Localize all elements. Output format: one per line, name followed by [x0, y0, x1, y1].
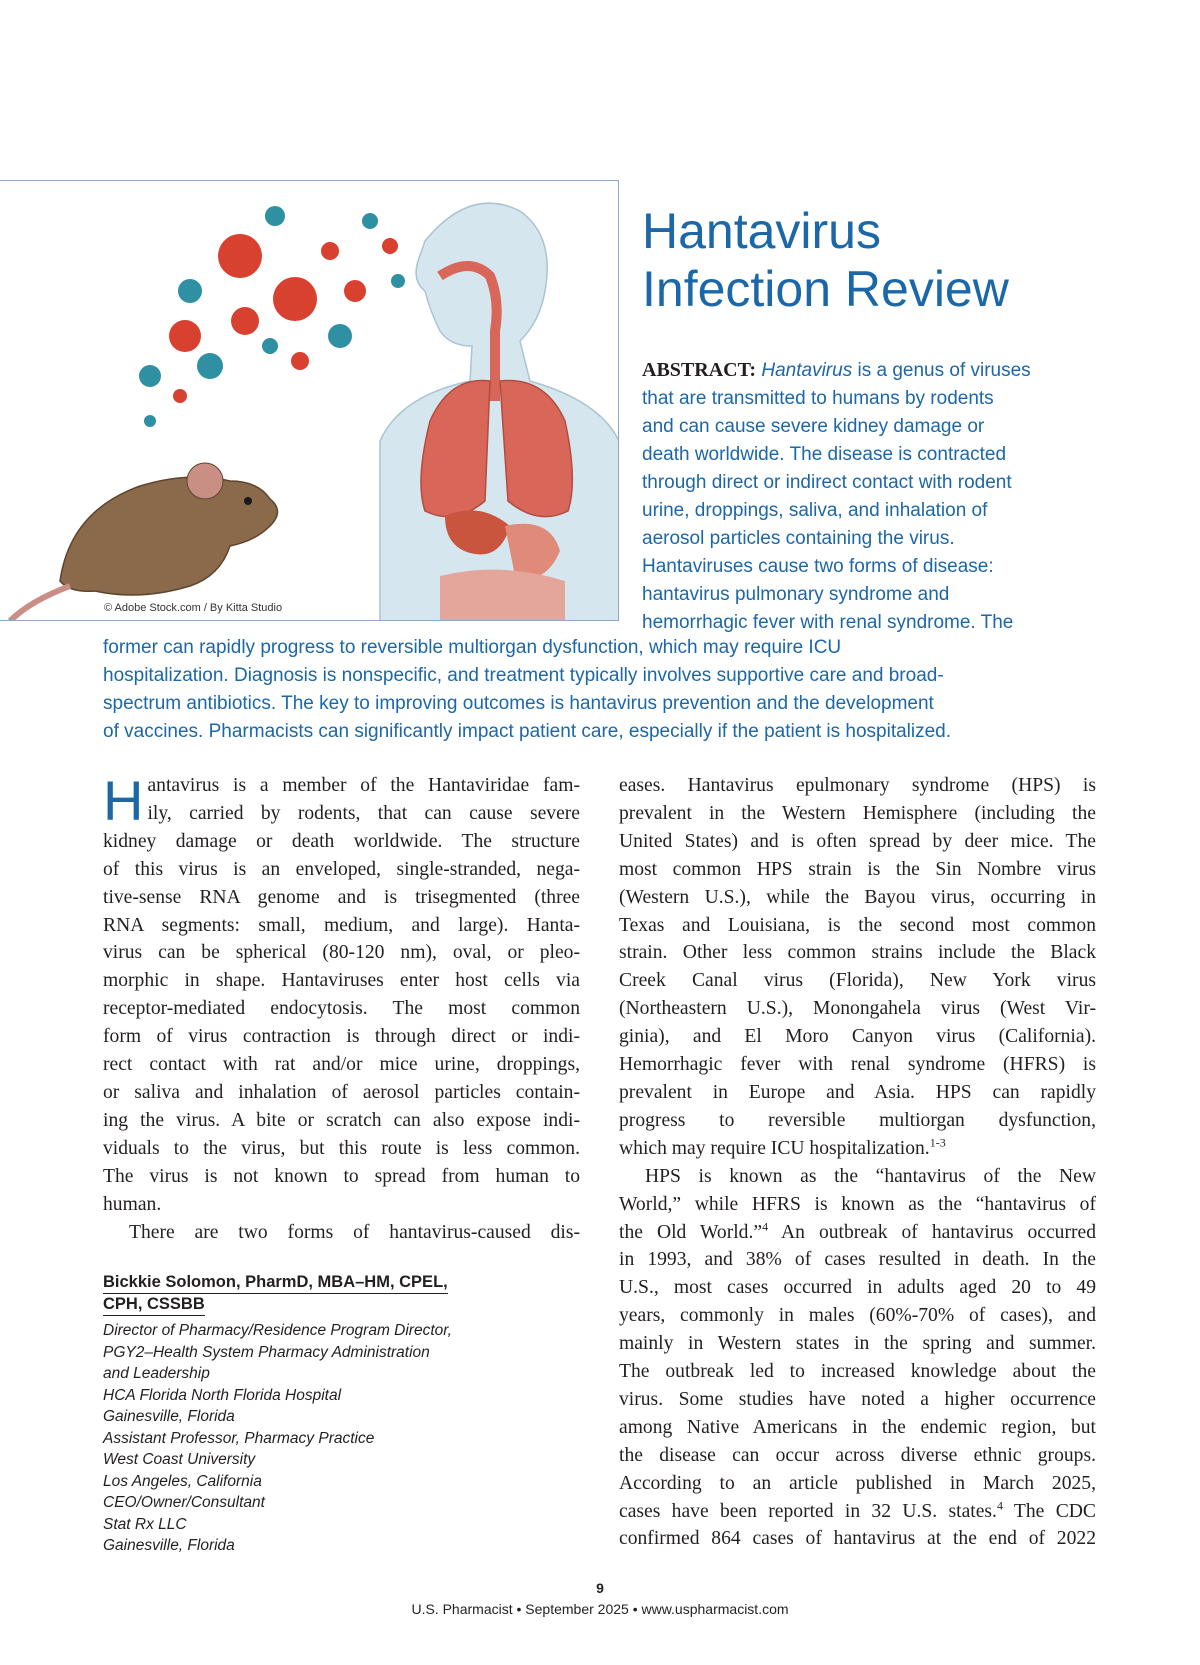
- body-line: virus can be spherical (80-120 nm), oval, or pleo-: [103, 942, 580, 964]
- abstract-line: Hantaviruses cause two forms of disease:: [642, 556, 994, 577]
- body-line: Texas and Louisiana, is the second most common: [619, 914, 1096, 936]
- rat-virus-lungs-illustration: [0, 181, 619, 621]
- body-line-text: An outbreak of hantavirus occurred: [768, 1221, 1096, 1243]
- body-line: According to an article published in March 2025,: [619, 1472, 1096, 1494]
- affiliation-line: HCA Florida North Florida Hospital: [103, 1386, 342, 1404]
- body-line: U.S., most cases occurred in adults aged 20 to 49: [619, 1277, 1096, 1299]
- body-line: strain. Other less common strains include the Black: [619, 942, 1096, 964]
- reference-superscript: 4: [996, 1498, 1003, 1513]
- abstract-line: and can cause severe kidney damage or: [642, 416, 985, 437]
- body-line: among Native Americans in the endemic region, but: [619, 1416, 1096, 1438]
- body-line: [619, 1135, 1096, 1163]
- body-line: or saliva and inhalation of aerosol particles contain-: [103, 1081, 580, 1103]
- abstract-line: spectrum antibiotics. The key to improving outcomes is hantavirus prevention and the development: [103, 693, 934, 714]
- abstract-line: through direct or indirect contact with rodent: [642, 472, 1012, 493]
- body-line: ing the virus. A bite or scratch can also expose indi-: [103, 1109, 580, 1131]
- abstract-line: hemorrhagic fever with renal syndrome. The: [642, 612, 1014, 633]
- body-column-left: [103, 769, 580, 1246]
- page-number: 9: [596, 1580, 604, 1596]
- body-line: prevalent in Europe and Asia. HPS can rapidly: [619, 1081, 1096, 1103]
- author-block: [103, 1272, 503, 1557]
- body-line: years, commonly in males (60%-70% of cases), and: [619, 1305, 1096, 1327]
- cover-illustration: [0, 180, 619, 621]
- body-line: There are two forms of hantavirus-caused dis-: [129, 1221, 580, 1243]
- body-line: confirmed 864 cases of hantavirus at the end of 2022: [619, 1528, 1096, 1550]
- title-line-2: Infection Review: [642, 261, 1009, 317]
- article-title: [642, 202, 1162, 318]
- body-line: prevalent in the Western Hemisphere (including the: [619, 802, 1096, 824]
- body-line: progress to reversible multiorgan dysfunction,: [619, 1109, 1096, 1131]
- body-line: form of virus contraction is through direct or indi-: [103, 1026, 580, 1048]
- author-name: [103, 1272, 503, 1316]
- affiliation-line: PGY2–Health System Pharmacy Administration: [103, 1343, 430, 1361]
- author-name-line-1: Bickkie Solomon, PharmD, MBA–HM, CPEL,: [103, 1272, 448, 1294]
- body-line: [619, 1498, 1096, 1526]
- affiliation-line: Director of Pharmacy/Residence Program Director,: [103, 1322, 452, 1339]
- abstract-line: [642, 356, 1031, 385]
- abstract-line: former can rapidly progress to reversible multiorgan dysfunction, which may require ICU: [103, 637, 842, 658]
- body-line: United States) and is often spread by deer mice. The: [619, 830, 1096, 852]
- body-line: RNA segments: small, medium, and large). Hanta-: [103, 914, 580, 936]
- affiliation-line: Gainesville, Florida: [103, 1537, 235, 1554]
- body-line: eases. Hantavirus epulmonary syndrome (HPS) is: [619, 775, 1096, 796]
- body-line: the disease can occur across diverse ethnic groups.: [619, 1444, 1096, 1466]
- body-line: The outbreak led to increased knowledge about the: [619, 1361, 1096, 1383]
- body-line: World,” while HFRS is known as the “hantavirus of: [619, 1193, 1096, 1215]
- footer-text: U.S. Pharmacist • September 2025 • www.uspharmacist.com: [411, 1601, 789, 1617]
- affiliation-line: West Coast University: [103, 1451, 256, 1468]
- affiliation-line: Assistant Professor, Pharmacy Practice: [103, 1429, 375, 1447]
- abstract-line: that are transmitted to humans by rodents: [642, 388, 994, 409]
- body-line: The virus is not known to spread from human to: [103, 1165, 580, 1187]
- body-line: kidney damage or death worldwide. The structure: [103, 830, 580, 852]
- author-name-line-2: CPH, CSSBB: [103, 1294, 205, 1316]
- abstract-line: hospitalization. Diagnosis is nonspecific, and treatment typically involves supportive care and broad-: [103, 665, 944, 686]
- drop-cap: H: [103, 769, 144, 832]
- abstract-line: of vaccines. Pharmacists can significantly impact patient care, especially if the patient is hospitalized.: [103, 721, 952, 742]
- body-line: ily, carried by rodents, that can cause severe: [147, 802, 580, 824]
- body-line: [619, 1219, 1096, 1247]
- body-line-text: cases have been reported in 32 U.S. states.: [619, 1500, 997, 1522]
- abstract-line: aerosol particles containing the virus.: [642, 528, 955, 549]
- affiliation-line: Stat Rx LLC: [103, 1515, 187, 1533]
- body-line: tive-sense RNA genome and is trisegmented (three: [103, 886, 580, 908]
- affiliation-line: CEO/Owner/Consultant: [103, 1494, 265, 1511]
- virus-particles: [139, 206, 405, 427]
- body-line: human.: [103, 1193, 162, 1215]
- body-line: rect contact with rat and/or mice urine, droppings,: [103, 1054, 580, 1076]
- affiliation-line: Gainesville, Florida: [103, 1408, 235, 1425]
- body-column-right: [619, 772, 1096, 1553]
- body-line: viduals to the virus, but this route is less common.: [103, 1137, 580, 1159]
- affiliation-line: Los Angeles, California: [103, 1472, 262, 1490]
- body-line: Hemorrhagic fever with renal syndrome (HFRS) is: [619, 1054, 1096, 1076]
- body-line-text: which may require ICU hospitalization.: [619, 1137, 930, 1159]
- body-line: in 1993, and 38% of cases resulted in death. In the: [619, 1249, 1096, 1271]
- abstract-top: [642, 356, 1031, 637]
- author-affiliations: [103, 1320, 503, 1557]
- abstract-line-text: is a genus of viruses: [852, 360, 1031, 381]
- title-line-1: Hantavirus: [642, 203, 881, 259]
- affiliation-line: and Leadership: [103, 1365, 210, 1382]
- body-line: Creek Canal virus (Florida), New York virus: [619, 970, 1096, 992]
- body-line: morphic in shape. Hantaviruses enter host cells via: [103, 970, 580, 992]
- body-line: receptor-mediated endocytosis. The most common: [103, 998, 580, 1020]
- body-line-text: the Old World.”: [619, 1221, 763, 1243]
- body-line: virus. Some studies have noted a higher occurrence: [619, 1388, 1096, 1410]
- body-line: most common HPS strain is the Sin Nombre virus: [619, 858, 1096, 880]
- abstract-line: urine, droppings, saliva, and inhalation of: [642, 500, 988, 521]
- abstract-genus: Hantavirus: [761, 360, 853, 381]
- body-line: (Western U.S.), while the Bayou virus, occurring in: [619, 886, 1096, 908]
- abstract-line: hantavirus pulmonary syndrome and: [642, 584, 950, 605]
- abstract-line: death worldwide. The disease is contracted: [642, 444, 1007, 465]
- body-line-text: The CDC: [1002, 1500, 1096, 1522]
- abstract-label: ABSTRACT:: [642, 359, 757, 381]
- body-line: of this virus is an enveloped, single-stranded, nega-: [103, 858, 580, 880]
- body-line: HPS is known as the “hantavirus of the New: [645, 1165, 1096, 1187]
- body-line: ginia), and El Moro Canyon virus (California).: [619, 1026, 1096, 1048]
- body-line: antavirus is a member of the Hantaviridae fam-: [147, 775, 580, 796]
- photo-credit: © Adobe Stock.com / By Kitta Studio: [104, 602, 283, 614]
- body-line: (Northeastern U.S.), Monongahela virus (West Vir-: [619, 998, 1096, 1020]
- reference-superscript: 1-3: [929, 1135, 946, 1150]
- reference-superscript: 4: [762, 1218, 769, 1233]
- body-line: mainly in Western states in the spring and summer.: [619, 1333, 1096, 1355]
- abstract-bottom: [103, 634, 951, 746]
